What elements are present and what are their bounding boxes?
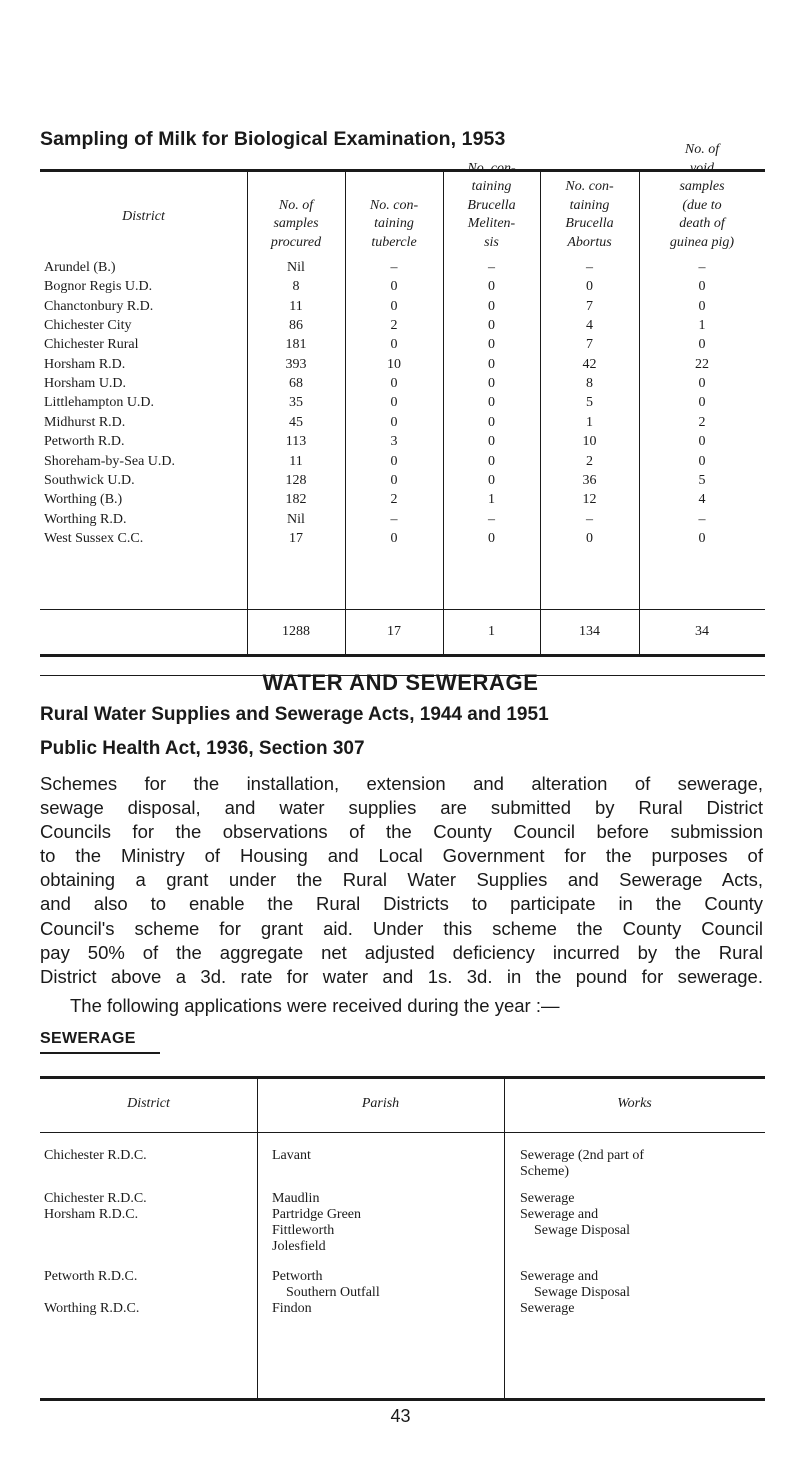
milk-totals-rule xyxy=(40,609,765,610)
paragraph-line: pay 50% of the aggregate net adjusted deficiency incurred by the Rural xyxy=(40,941,763,963)
value-cell: 0 xyxy=(488,356,495,372)
district-cell: Littlehampton U.D. xyxy=(44,395,155,411)
sewerage-district-cell: Chichester R.D.C. xyxy=(44,1191,147,1206)
sewerage-district-cell: Petworth R.D.C. xyxy=(44,1269,138,1284)
sewerage-header-district: District xyxy=(127,1096,170,1111)
district-cell: Bognor Regis U.D. xyxy=(44,279,153,295)
milk-header-cell xyxy=(540,178,639,252)
value-cell: 11 xyxy=(289,453,303,469)
milk-header-line: tubercle xyxy=(371,234,417,250)
parish-line: Maudlin xyxy=(272,1191,320,1206)
milk-header-line: procured xyxy=(270,234,322,250)
paragraph-line: Councils for the observations of the County Council before submission xyxy=(40,821,763,843)
works-line: Sewerage and xyxy=(520,1269,599,1284)
works-line: Sewerage and xyxy=(520,1207,599,1222)
value-cell: 0 xyxy=(698,279,706,295)
value-cell: 11 xyxy=(289,298,303,314)
value-cell: 68 xyxy=(289,376,303,392)
value-cell: 0 xyxy=(390,395,398,411)
sewerage-works-cell xyxy=(520,1148,644,1180)
value-cell: 12 xyxy=(582,492,597,508)
value-cell: 0 xyxy=(586,279,593,295)
total-cell: 1288 xyxy=(282,624,310,639)
parish-line: Partridge Green xyxy=(272,1207,362,1222)
value-cell: 1 xyxy=(698,318,706,334)
value-cell: – xyxy=(698,511,706,527)
value-cell: 0 xyxy=(698,298,706,314)
milk-header-line: taining xyxy=(569,197,610,213)
district-cell: Worthing (B.) xyxy=(44,492,123,508)
sewerage-parish-cell xyxy=(272,1207,361,1254)
paragraph-line: and also to enable the Rural Districts to participate in the County xyxy=(40,893,763,915)
milk-header-cell xyxy=(443,160,540,253)
sewerage-table-bottom-rule xyxy=(40,1398,765,1401)
value-cell: 0 xyxy=(390,530,398,546)
value-cell: – xyxy=(390,511,398,527)
value-cell: 113 xyxy=(285,434,307,450)
sewerage-label-underline xyxy=(40,1052,160,1054)
acts-subheading: Rural Water Supplies and Sewerage Acts, 1944 and 1951 xyxy=(40,704,549,725)
value-cell: 10 xyxy=(387,356,401,372)
value-cell: 5 xyxy=(698,472,706,488)
milk-header-line: (due to xyxy=(682,197,722,213)
paragraph-line: sewage disposal, and water supplies are submitted by Rural District xyxy=(40,797,763,819)
value-cell: 0 xyxy=(488,472,495,488)
page-number: 43 xyxy=(390,1406,411,1426)
parish-line: Lavant xyxy=(272,1148,311,1163)
parish-line: Findon xyxy=(272,1301,312,1316)
sewerage-parish-cell xyxy=(272,1191,319,1207)
value-cell: 0 xyxy=(390,472,398,488)
sewerage-district-cell: Chichester R.D.C. xyxy=(44,1148,147,1163)
district-cell: Petworth R.D. xyxy=(44,434,125,450)
value-cell: Nil xyxy=(287,260,305,275)
milk-header-cell xyxy=(345,197,443,253)
sewerage-works-cell xyxy=(520,1269,630,1301)
district-cell: Chichester City xyxy=(44,318,132,334)
paragraph-line: Schemes for the installation, extension and alteration of sewerage, xyxy=(40,773,763,794)
value-cell: 0 xyxy=(488,395,495,411)
sewerage-parish-cell xyxy=(272,1269,380,1301)
applications-text: The following applications were received during the year :— xyxy=(70,995,560,1016)
district-cell: Horsham U.D. xyxy=(44,376,127,392)
value-cell: – xyxy=(586,260,593,275)
sewerage-works-cell xyxy=(520,1191,574,1207)
value-cell: 0 xyxy=(488,434,495,450)
schemes-paragraph xyxy=(40,772,763,989)
sewerage-table-top-rule xyxy=(40,1076,765,1079)
value-cell: 17 xyxy=(289,530,303,546)
value-cell: 181 xyxy=(285,337,307,353)
works-line: Sewerage (2nd part of xyxy=(520,1148,645,1163)
district-cell: Horsham R.D. xyxy=(44,356,126,372)
sewerage-col-separator xyxy=(257,1079,258,1399)
value-cell: 22 xyxy=(695,356,709,372)
milk-header-cell xyxy=(639,141,765,252)
district-cell: West Sussex C.C. xyxy=(44,530,144,546)
value-cell: 42 xyxy=(582,356,597,372)
value-cell: 0 xyxy=(390,337,398,353)
paragraph-line: District above a 3d. rate for water and 1s. 3d. in the pound for sewerage. xyxy=(40,965,763,987)
parish-line: Southern Outfall xyxy=(286,1284,380,1300)
district-cell: Shoreham-by-Sea U.D. xyxy=(44,453,176,469)
parish-line: Petworth xyxy=(272,1269,323,1284)
district-cell: Worthing R.D. xyxy=(44,511,127,527)
milk-header-line: guinea pig) xyxy=(669,234,735,250)
district-cell: Southwick U.D. xyxy=(44,472,135,488)
value-cell: 35 xyxy=(289,395,303,411)
value-cell: 1 xyxy=(488,492,495,508)
value-cell: 2 xyxy=(698,414,706,430)
sewerage-parish-cell xyxy=(272,1301,312,1317)
total-cell: 1 xyxy=(488,624,495,639)
value-cell: 0 xyxy=(390,414,398,430)
value-cell: 7 xyxy=(586,337,593,353)
sewerage-header-rule xyxy=(40,1132,765,1133)
value-cell: 0 xyxy=(390,298,398,314)
sewerage-col-separator xyxy=(504,1079,505,1399)
paragraph-line: Council's scheme for grant aid. Under this scheme the County Council xyxy=(40,917,763,939)
milk-header-line: samples xyxy=(679,179,725,194)
value-cell: 2 xyxy=(390,492,398,508)
district-cell: Chanctonbury R.D. xyxy=(44,298,154,314)
value-cell: 8 xyxy=(292,279,300,295)
sewerage-works-cell xyxy=(520,1301,574,1317)
value-cell: 393 xyxy=(285,356,307,372)
milk-header-line: No. con- xyxy=(467,160,516,176)
value-cell: – xyxy=(586,511,593,527)
value-cell: 0 xyxy=(488,530,495,546)
milk-header-line: death of xyxy=(679,216,725,231)
milk-header-line: Abortus xyxy=(567,234,612,250)
milk-header-line: No. con- xyxy=(565,179,614,194)
value-cell: 10 xyxy=(582,434,597,450)
value-cell: 1 xyxy=(586,414,593,430)
sewerage-works-cell xyxy=(520,1207,630,1239)
sewerage-header-parish: Parish xyxy=(361,1096,400,1111)
value-cell: 3 xyxy=(390,434,398,450)
milk-header-line: samples xyxy=(273,216,319,231)
total-cell: 34 xyxy=(695,624,709,639)
value-cell: 7 xyxy=(586,298,593,314)
district-cell: Chichester Rural xyxy=(44,337,139,353)
sewerage-header-works: Works xyxy=(617,1096,652,1111)
milk-header-line: sis xyxy=(484,234,499,250)
milk-header-line: Brucella xyxy=(565,216,614,231)
sewerage-label: SEWERAGE xyxy=(40,1030,136,1047)
value-cell: 0 xyxy=(488,453,495,469)
value-cell: 128 xyxy=(285,472,307,488)
total-cell: 134 xyxy=(579,624,600,639)
district-cell: Arundel (B.) xyxy=(44,260,116,275)
milk-header-line: District xyxy=(122,209,165,224)
parish-line: Jolesfield xyxy=(272,1238,326,1254)
value-cell: 0 xyxy=(390,453,398,469)
value-cell: Nil xyxy=(287,511,305,527)
value-cell: 4 xyxy=(586,318,593,334)
works-line: Sewerage xyxy=(520,1191,575,1206)
milk-header-line: void xyxy=(689,160,715,176)
section-heading: WATER AND SEWERAGE xyxy=(262,670,539,695)
value-cell: 4 xyxy=(698,492,706,508)
value-cell: 0 xyxy=(698,337,706,353)
value-cell: 0 xyxy=(586,530,593,546)
milk-table-bottom-rule xyxy=(40,654,765,657)
value-cell: 0 xyxy=(390,376,398,392)
works-line: Scheme) xyxy=(520,1163,569,1179)
district-cell: Midhurst R.D. xyxy=(44,414,126,430)
value-cell: 0 xyxy=(698,453,706,469)
value-cell: 182 xyxy=(285,492,307,508)
sewerage-district-cell: Horsham R.D.C. xyxy=(44,1207,139,1222)
parish-line: Fittleworth xyxy=(272,1222,335,1238)
value-cell: 36 xyxy=(582,472,597,488)
milk-header-line: taining xyxy=(471,179,512,194)
paragraph-line: to the Ministry of Housing and Local Government for the purposes of xyxy=(40,845,763,867)
milk-header-line: Meliten- xyxy=(467,216,516,231)
value-cell: – xyxy=(488,511,495,527)
value-cell: – xyxy=(698,260,706,275)
value-cell: 0 xyxy=(488,318,495,334)
milk-header-line: Brucella xyxy=(467,197,516,213)
value-cell: 2 xyxy=(586,453,593,469)
value-cell: 0 xyxy=(488,414,495,430)
value-cell: 0 xyxy=(698,530,706,546)
value-cell: 45 xyxy=(289,414,303,430)
value-cell: – xyxy=(488,260,495,275)
sewerage-district-cell: Worthing R.D.C. xyxy=(44,1301,140,1316)
milk-header-cell xyxy=(40,208,247,227)
value-cell: 0 xyxy=(488,298,495,314)
milk-table-title: Sampling of Milk for Biological Examination, 1953 xyxy=(40,128,506,150)
value-cell: 0 xyxy=(488,279,495,295)
value-cell: 0 xyxy=(390,279,398,295)
works-line: Sewage Disposal xyxy=(534,1284,631,1300)
value-cell: 8 xyxy=(586,376,593,392)
value-cell: 0 xyxy=(698,434,706,450)
works-line: Sewerage xyxy=(520,1301,575,1316)
paragraph-line: obtaining a grant under the Rural Water Supplies and Sewerage Acts, xyxy=(40,869,763,891)
public-health-subheading: Public Health Act, 1936, Section 307 xyxy=(40,738,365,759)
milk-header-cell xyxy=(247,197,345,253)
works-line: Sewage Disposal xyxy=(534,1222,631,1238)
milk-header-line: No. of xyxy=(278,197,314,213)
value-cell: 0 xyxy=(698,395,706,411)
value-cell: 0 xyxy=(488,376,495,392)
value-cell: 0 xyxy=(698,376,706,392)
value-cell: 0 xyxy=(488,337,495,353)
value-cell: 5 xyxy=(586,395,593,411)
total-cell: 17 xyxy=(387,624,401,639)
milk-header-line: taining xyxy=(374,216,414,231)
milk-header-line: No. con- xyxy=(369,197,419,213)
milk-header-line: No. of xyxy=(684,142,720,157)
value-cell: – xyxy=(390,260,398,275)
value-cell: 86 xyxy=(289,318,303,334)
sewerage-parish-cell xyxy=(272,1148,311,1164)
value-cell: 2 xyxy=(390,318,398,334)
